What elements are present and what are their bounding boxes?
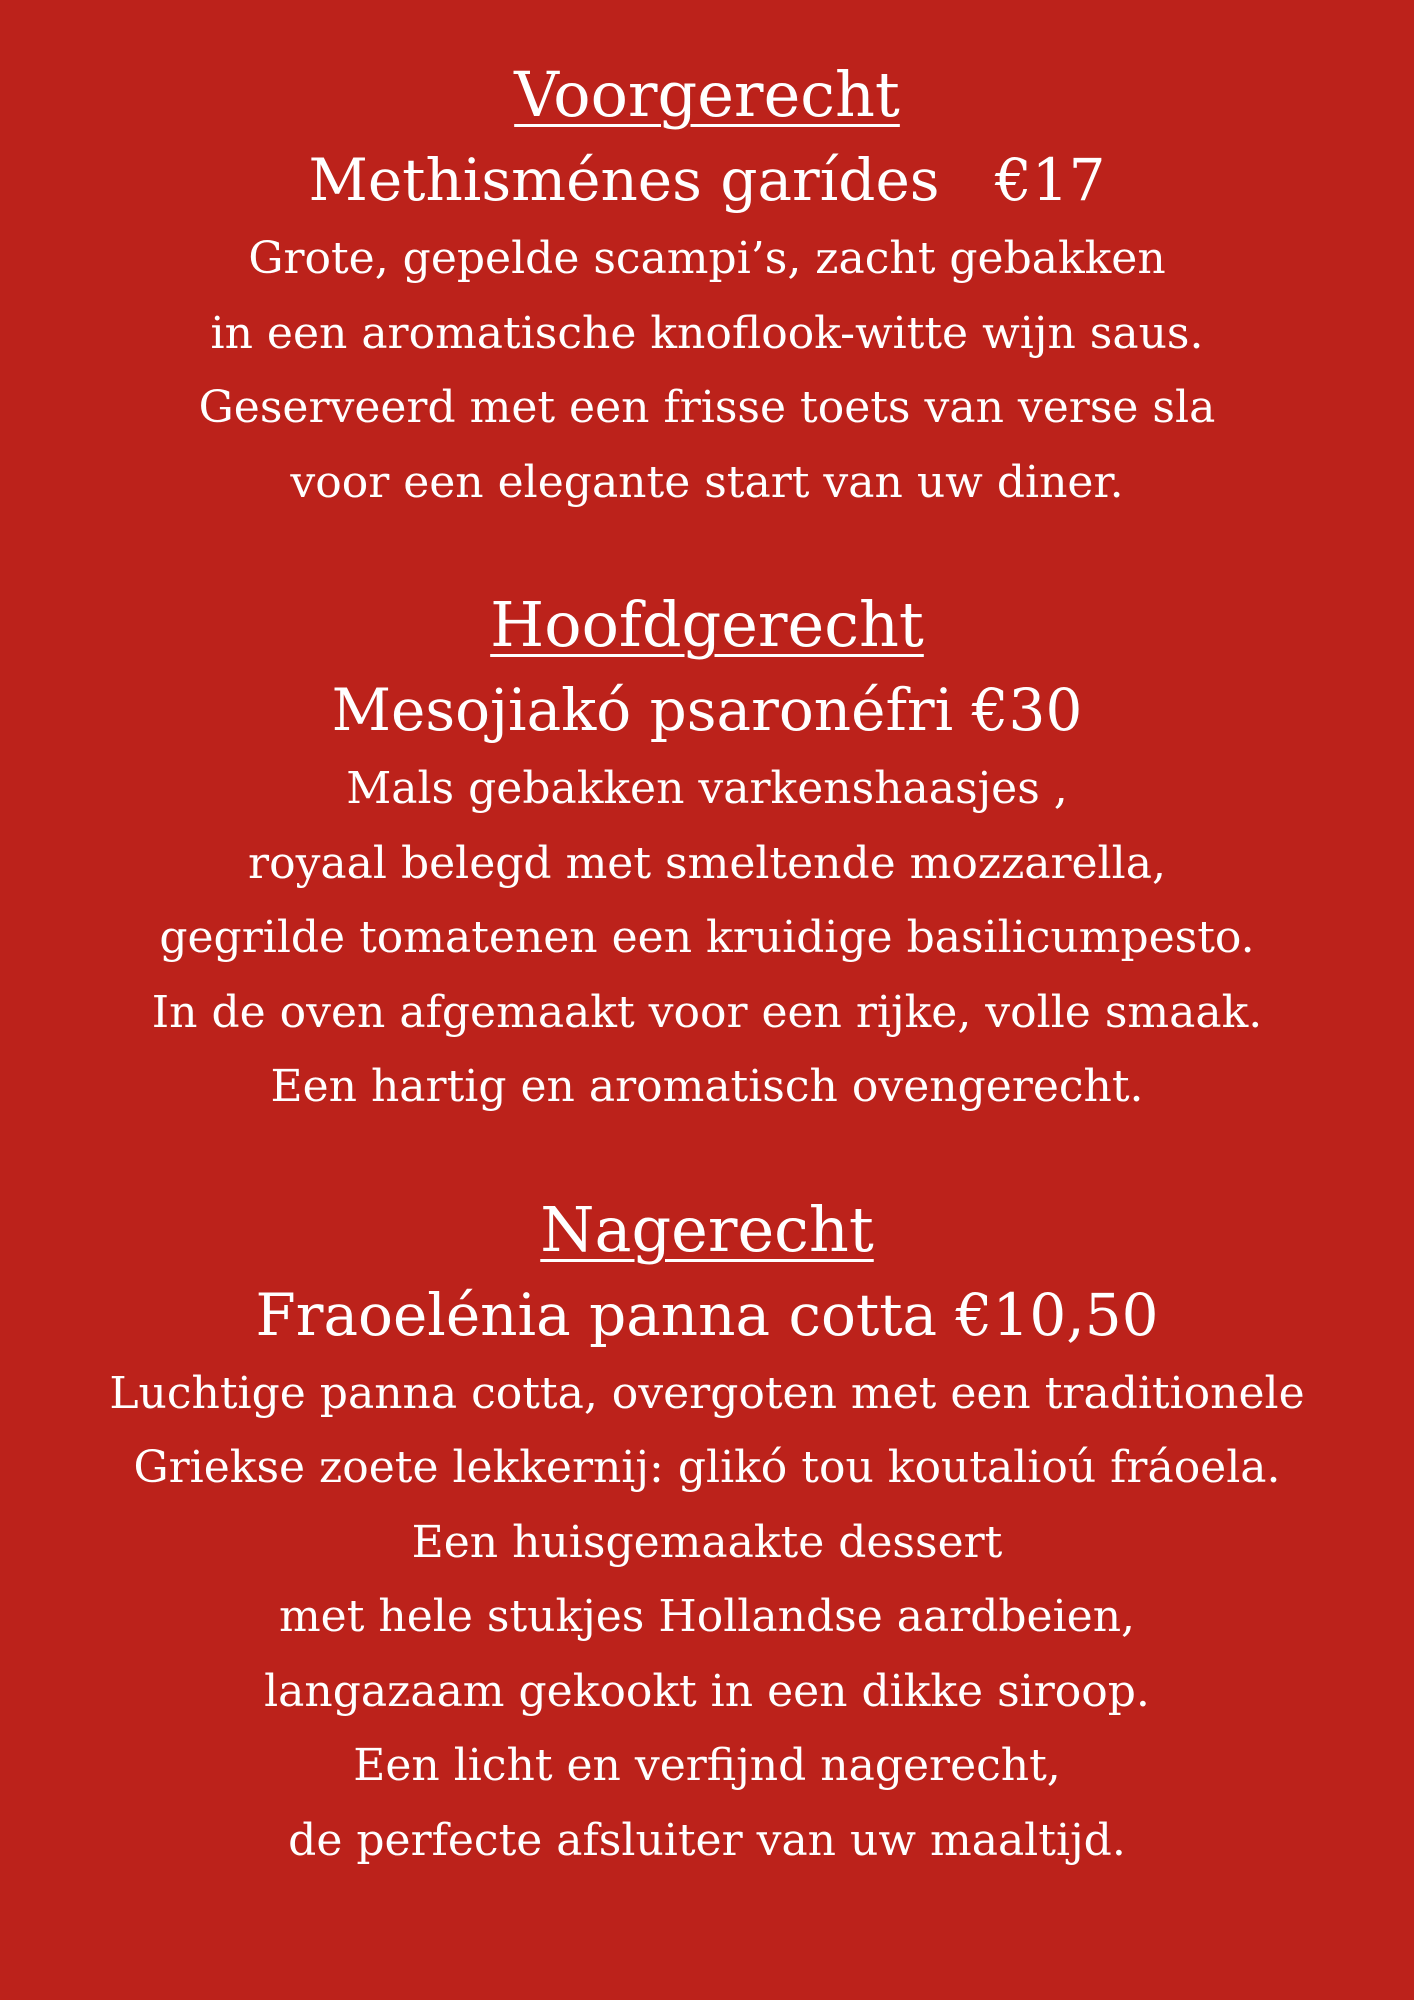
description-line: Een huisgemaakte dessert	[411, 1516, 1003, 1568]
description-line: voor een elegante start van uw diner.	[290, 456, 1124, 508]
section-heading: Nagerecht	[540, 1192, 874, 1266]
section-heading: Hoofdgerecht	[490, 588, 924, 661]
dish-title: Mesojiakó psaronéfri €30	[331, 676, 1083, 744]
dish-title: Methisménes garídes €17	[308, 146, 1106, 214]
section-heading: Voorgerecht	[514, 58, 900, 131]
description-line: Griekse zoete lekkernij: glikó tou koutalioú fráoela.	[133, 1442, 1281, 1493]
description-line: langazaam gekookt in een dikke siroop.	[264, 1665, 1150, 1717]
description-line: Geserveerd met een frisse toets van verse sla	[198, 382, 1216, 433]
description-line: Luchtige panna cotta, overgoten met een traditionele	[109, 1367, 1305, 1419]
description-line: met hele stukjes Hollandse aardbeien,	[278, 1591, 1136, 1642]
section-hoofdgerecht	[0, 582, 1414, 1125]
description-line: Een licht en verfijnd nagerecht,	[353, 1740, 1061, 1791]
dish-title: Fraoelénia panna cotta €10,50	[255, 1280, 1159, 1349]
description-line: de perfecte afsluiter van uw maaltijd.	[288, 1814, 1126, 1866]
dish-description	[0, 752, 1414, 1125]
section-voorgerecht	[0, 52, 1414, 520]
description-line: Mals gebakken varkenshaasjes ,	[346, 763, 1068, 814]
description-line: gegrilde tomatenen een kruidige basilicumpesto.	[159, 912, 1255, 963]
dish-description	[0, 222, 1414, 520]
description-line: Een hartig en aromatisch ovengerecht.	[270, 1061, 1144, 1112]
description-line: royaal belegd met smeltende mozzarella,	[248, 837, 1166, 889]
description-line: in een aromatische knoflook-witte wijn saus.	[210, 307, 1204, 359]
description-line: Grote, gepelde scampi’s, zacht gebakken	[248, 233, 1166, 284]
section-nagerecht	[0, 1187, 1414, 1879]
description-line: In de oven afgemaakt voor een rijke, volle smaak.	[151, 986, 1263, 1038]
dish-description	[0, 1357, 1414, 1879]
